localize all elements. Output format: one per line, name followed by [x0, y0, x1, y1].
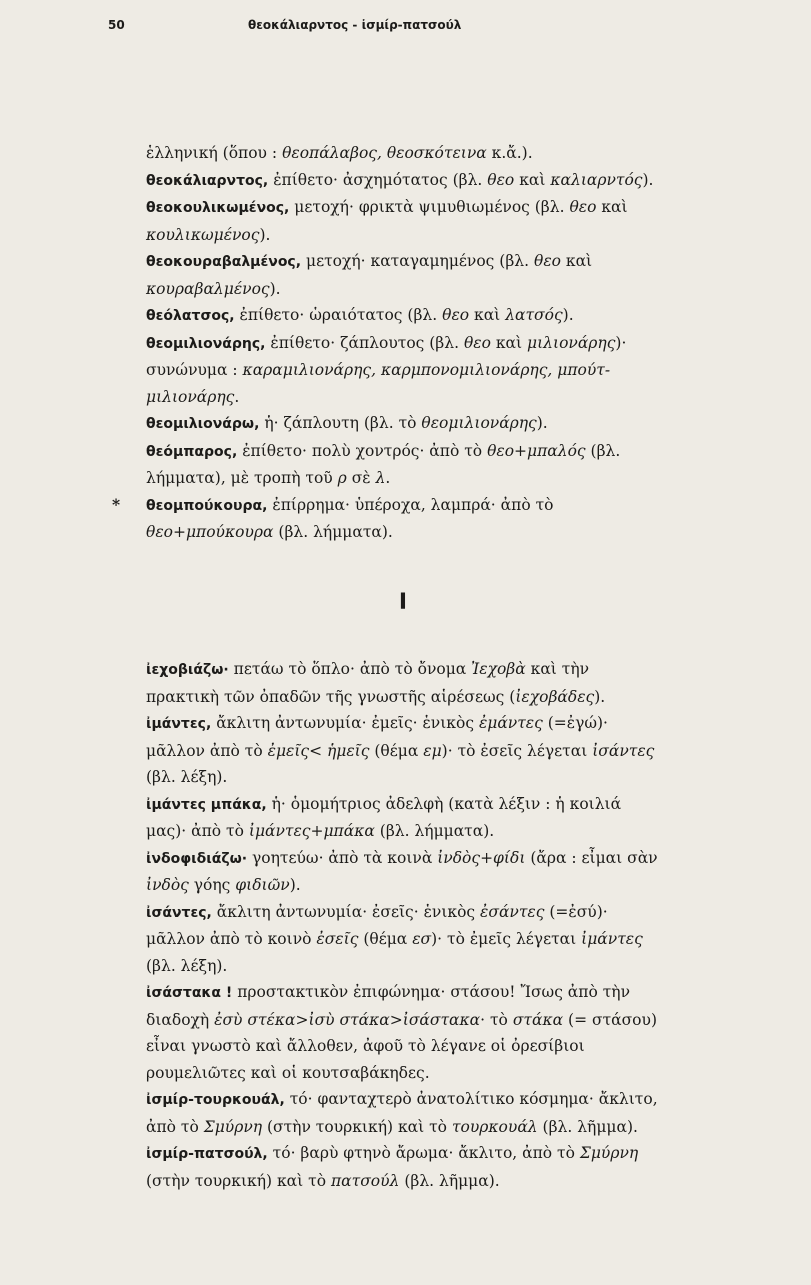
- dictionary-entry: [146, 1086, 660, 1140]
- entries-before-section: [112, 140, 660, 546]
- entry-italic-text: φιδιῶν: [235, 876, 290, 894]
- entry-text: ).: [269, 279, 281, 298]
- entry-headword: ἰμάντες μπάκα,: [146, 796, 267, 813]
- entry-text: (=ἐγώ)· μᾶλλον ἀπὸ τὸ: [146, 714, 608, 760]
- entry-text: .: [234, 387, 240, 406]
- dictionary-entry: [146, 167, 660, 195]
- entry-italic-text: θεο: [569, 198, 597, 216]
- dictionary-entry: [146, 302, 660, 330]
- entries-container: [112, 140, 660, 1194]
- dictionary-entry: [146, 710, 660, 791]
- entry-text: καὶ: [490, 333, 528, 352]
- entry-text: ἐπίρρημα· ὑπέροχα, λαμπρά· ἀπὸ τὸ: [267, 495, 554, 514]
- dictionary-entry: [146, 791, 660, 845]
- entry-italic-text: θεο+μπαλός: [487, 441, 586, 460]
- entry-italic-text: θεοπάλαβος, θεοσκότεινα: [282, 144, 487, 162]
- entry-headword: θεόμπαρος,: [146, 443, 238, 460]
- entry-text: ἑλληνική (ὅπου :: [146, 144, 283, 162]
- entry-italic-text: ἐσεῖς: [316, 930, 359, 948]
- dictionary-entry: [146, 438, 660, 492]
- entry-italic-text: θεο: [487, 170, 515, 189]
- entry-italic-text: Ἰεχοβὰ: [471, 660, 526, 678]
- entry-text: (βλ. λέξη).: [146, 956, 228, 975]
- dictionary-entry: [146, 194, 660, 248]
- entry-italic-text: πατσούλ: [331, 1171, 400, 1190]
- entry-italic-text: κουραβαλμένος: [146, 279, 270, 298]
- entry-text: γόης: [188, 876, 236, 894]
- entry-text: (βλ. λέξη).: [146, 768, 228, 786]
- entry-text: τό· φανταχτερὸ ἀνατολίτικο κόσμημα· ἄκλιτο, ἀπὸ τὸ: [146, 1090, 658, 1136]
- entry-text: (= στάσου) εἶναι γνωστὸ καὶ ἄλλοθεν, ἀφοῦ τὸ λέγανε οἱ ὀρεσίβιοι ρουμελιῶτες καὶ οἱ κουτσαβάκηδες.: [146, 1010, 657, 1082]
- dictionary-entry: [146, 140, 660, 167]
- entry-headword: θεοκουραβαλμένος,: [146, 254, 302, 270]
- entry-text: .: [385, 469, 391, 487]
- entry-text: ).: [562, 306, 574, 324]
- entry-headword: θεομπούκουρα,: [146, 497, 268, 514]
- entry-italic-text: Σμύρνη: [579, 1144, 639, 1162]
- entry-italic-text: εμ: [423, 741, 442, 760]
- entry-text: ).: [536, 414, 548, 432]
- entry-text: · τὸ: [480, 1010, 513, 1029]
- entry-text: πετάω τὸ ὅπλο· ἀπὸ τὸ ὄνομα: [228, 660, 472, 678]
- entry-text: (βλ. λήμματα).: [374, 822, 495, 840]
- entry-headword: θεομιλιονάρω,: [146, 416, 260, 432]
- entries-after-section: [146, 656, 660, 1194]
- dictionary-entry: [146, 330, 660, 411]
- entry-italic-text: ἰνδὸς: [146, 876, 189, 894]
- entry-italic-text: ἰμάντες: [581, 930, 643, 948]
- entry-text: σὲ: [346, 469, 376, 487]
- page-number: 50: [108, 18, 125, 32]
- entry-text: )· τὸ ἐμεῖς λέγεται: [431, 930, 582, 948]
- dictionary-entry: [146, 899, 660, 980]
- entry-headword: θεομιλιονάρης,: [146, 335, 266, 352]
- entry-italic-text: ἰεχοβάδες: [515, 687, 595, 706]
- entry-text: ).: [289, 876, 301, 894]
- entry-italic-text: λατσός: [505, 306, 563, 324]
- entry-text: μετοχή· φρικτὰ ψιμυθιωμένος (βλ.: [289, 198, 570, 216]
- entry-text: )· συνώνυμα :: [146, 333, 627, 379]
- entry-text: ἐπίθετο· πολὺ χοντρός· ἀπὸ τὸ: [237, 441, 488, 460]
- entry-text: καὶ τὴν πρακτικὴ τῶν ὀπαδῶν τῆς γνωστῆς αἱρέσεως (: [146, 660, 590, 706]
- entry-italic-text: Σμύρνη: [203, 1117, 263, 1136]
- entry-italic-text: καραμιλιονάρης, καρμπονομιλιονάρης, μπούτ-μιλιονάρης: [146, 361, 611, 406]
- entry-text: γοητεύω· ἀπὸ τὰ κοινὰ: [247, 848, 438, 867]
- entry-italic-text: ἰσάντες: [592, 741, 655, 760]
- entry-text: ἄκλιτη ἀντωνυμία· ἐσεῖς· ἑνικὸς: [211, 902, 481, 921]
- entry-headword: ἰσμίρ-πατσούλ,: [146, 1146, 268, 1162]
- entry-headword: ἰσάστακα !: [146, 985, 233, 1001]
- entry-text: ἄκλιτη ἀντωνυμία· ἐμεῖς· ἑνικὸς: [211, 714, 479, 732]
- dictionary-entry: [146, 248, 660, 302]
- entry-text: (θέμα: [369, 741, 424, 760]
- entry-text: καὶ: [560, 252, 593, 270]
- dictionary-entry: [146, 845, 660, 899]
- running-head: [108, 18, 461, 32]
- entry-italic-text: θεομιλιονάρης: [421, 414, 537, 432]
- entry-italic-text: ἐσάντες: [480, 902, 545, 921]
- entry-italic-text: ἐσὺ στέκα>ἰσὺ στάκα>ἰσάστακα: [214, 1010, 481, 1029]
- entry-text: καὶ: [596, 198, 628, 216]
- entry-italic-text: εσ: [412, 930, 432, 948]
- entry-text: ἡ· ζάπλουτη (βλ. τὸ: [259, 414, 422, 432]
- entry-italic-text: θεο: [442, 306, 470, 324]
- entry-italic-text: λ: [375, 469, 386, 487]
- entry-text: κ.ἄ.).: [486, 144, 533, 162]
- entry-italic-text: τουρκουάλ: [451, 1117, 538, 1136]
- dictionary-entry: [146, 1140, 660, 1194]
- section-letter: Ι: [398, 589, 408, 615]
- entry-text: ἡ· ὁμομήτριος ἀδελφὴ (κατὰ λέξιν : ἡ κοιλιά μας)· ἀπὸ τὸ: [146, 794, 622, 840]
- entry-text: ).: [259, 225, 271, 244]
- entry-italic-text: ἐμεῖς< ἡμεῖς: [267, 741, 370, 760]
- entry-headword: θεοκουλικωμένος,: [146, 200, 290, 216]
- entry-text: )· τὸ ἐσεῖς λέγεται: [441, 741, 593, 760]
- entry-italic-text: καλιαρντός: [550, 170, 643, 189]
- dictionary-entry: [146, 410, 660, 438]
- entry-text: προστακτικὸν ἐπιφώνημα· στάσου! Ἴσως ἀπὸ τὴν διαδοχὴ: [146, 983, 630, 1029]
- entry-text: ἐπίθετο· ζάπλουτος (βλ.: [265, 333, 464, 352]
- entry-text: (ἄρα : εἶμαι σὰν: [525, 848, 658, 867]
- entry-headword: ἰμάντες,: [146, 716, 212, 732]
- entry-text: (βλ. λῆμμα).: [399, 1171, 500, 1190]
- dictionary-entry: [146, 979, 660, 1086]
- entry-text: ἐπίθετο· ἀσχημότατος (βλ.: [268, 170, 488, 189]
- entry-italic-text: ἰμάντες+μπάκα: [248, 822, 375, 840]
- entry-italic-text: ἐμάντες: [478, 714, 543, 732]
- entry-headword: θεοκάλιαρντος,: [146, 172, 269, 189]
- entry-text: καὶ: [514, 170, 551, 189]
- entry-text: (βλ. λῆμμα).: [537, 1117, 638, 1136]
- running-title: θεοκάλιαρντος - ἰσμίρ-πατσούλ: [248, 18, 462, 32]
- entry-text: ἐπίθετο· ὡραιότατος (βλ.: [234, 306, 443, 324]
- entry-italic-text: ἰνδὸς+φίδι: [437, 848, 526, 867]
- entry-text: μετοχή· καταγαμημένος (βλ.: [301, 252, 534, 270]
- entry-text: (θέμα: [358, 930, 413, 948]
- entry-text: (στὴν τουρκική) καὶ τὸ: [262, 1117, 452, 1136]
- dictionary-entry: [112, 492, 660, 546]
- entry-italic-text: μιλιονάρης: [527, 333, 616, 352]
- entry-headword: ἰσμίρ-τουρκουάλ,: [146, 1092, 285, 1108]
- entry-italic-text: στάκα: [512, 1010, 564, 1029]
- entry-text: (βλ. λήμματα).: [273, 523, 393, 541]
- entry-headword: ἰεχοβιάζω·: [146, 662, 229, 678]
- entry-text: ).: [642, 170, 654, 189]
- entry-headword: ἰνδοφιδιάζω·: [146, 850, 248, 867]
- entry-text: (στὴν τουρκική) καὶ τὸ: [146, 1171, 331, 1190]
- entry-headword: ἰσάντες,: [146, 904, 212, 921]
- dictionary-entry: [146, 656, 660, 710]
- entry-text: (βλ. λήμματα), μὲ τροπὴ τοῦ: [146, 441, 621, 487]
- entry-headword: θεόλατσος,: [146, 308, 235, 324]
- entry-italic-text: κουλικωμένος: [146, 225, 260, 244]
- entry-italic-text: ρ: [337, 469, 347, 487]
- entry-italic-text: θεο: [463, 333, 491, 352]
- entry-asterisk: *: [112, 494, 121, 514]
- entry-text: τό· βαρὺ φτηνὸ ἄρωμα· ἄκλιτο, ἀπὸ τὸ: [267, 1144, 580, 1162]
- entry-text: ).: [594, 687, 606, 706]
- entry-italic-text: θεο: [533, 252, 561, 270]
- entry-italic-text: θεο+μπούκουρα: [146, 523, 274, 541]
- entry-text: καὶ: [469, 306, 506, 324]
- entry-text: (=ἐσύ)· μᾶλλον ἀπὸ τὸ κοινὸ: [146, 902, 608, 948]
